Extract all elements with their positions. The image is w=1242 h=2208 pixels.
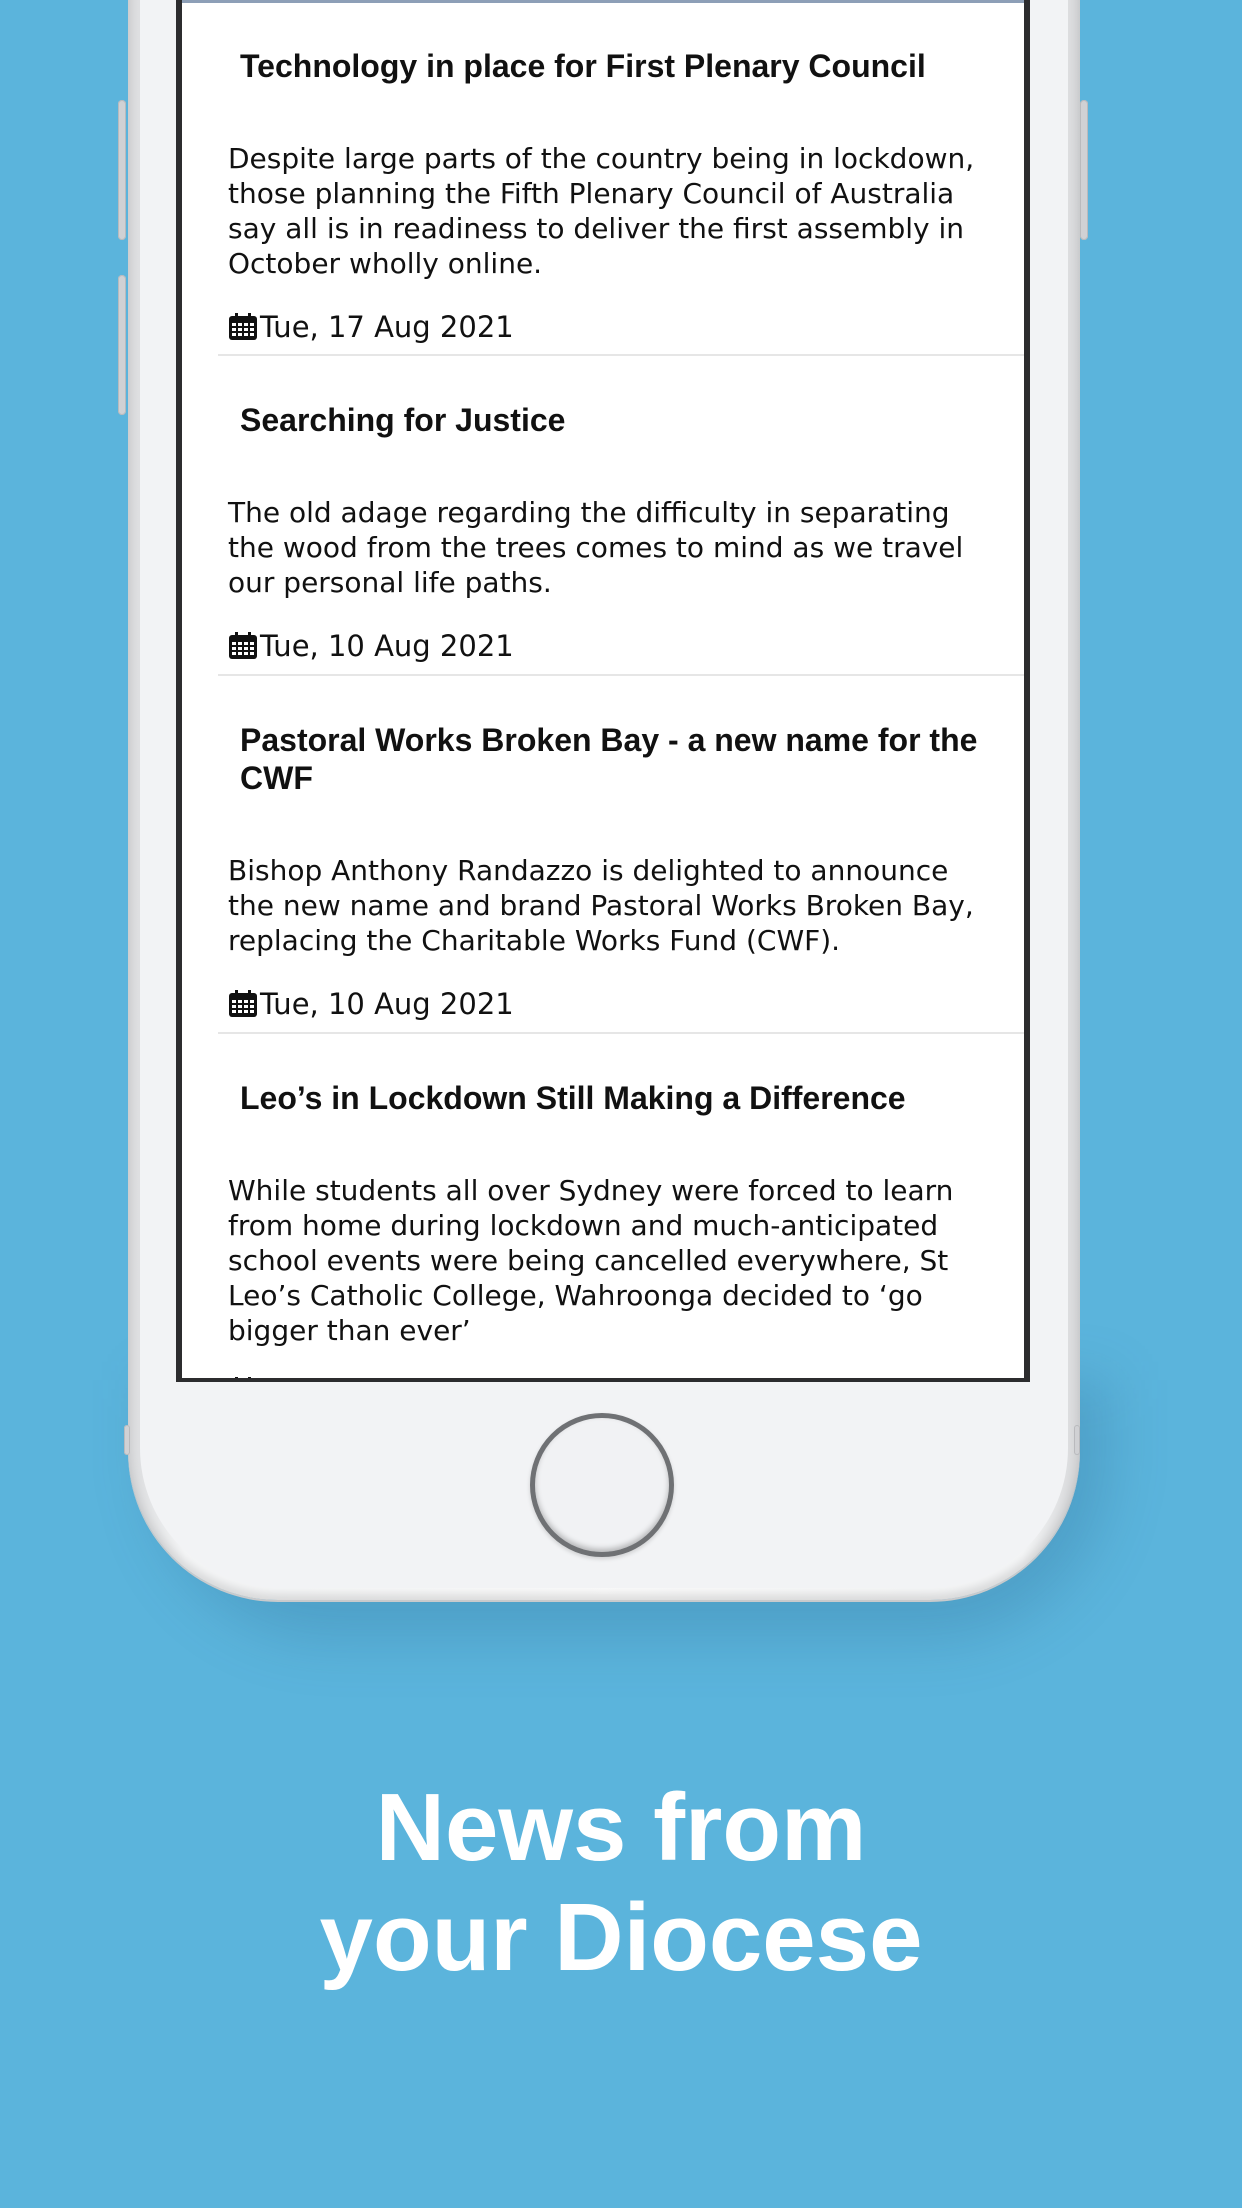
news-item-summary: Bishop Anthony Randazzo is delighted to announce the new name and brand Pastoral Works Broken Bay, replacing the Charitable Works Fund (CWF). [228, 854, 974, 957]
news-item[interactable] [218, 676, 1024, 1032]
news-item-title[interactable]: Searching for Justice [240, 402, 566, 438]
tagline-line-2: your Diocese [319, 1884, 923, 1991]
news-item-date-text: Tue, 10 Aug 2021 [260, 629, 514, 663]
news-item[interactable] [218, 1034, 1024, 1378]
calendar-icon [228, 990, 258, 1018]
calendar-icon [228, 313, 258, 341]
news-item-date [228, 310, 514, 344]
power-button [1080, 100, 1088, 240]
news-item[interactable] [218, 0, 1024, 354]
frame-edge-right [1074, 1425, 1080, 1455]
news-item-date [228, 987, 514, 1021]
news-item-summary: While students all over Sydney were forced to learn from home during lockdown and much-anticipated school events were being cancelled everywhere, St Leo’s Catholic College, Wahroonga decided to ‘go bigger than ever’ [228, 1174, 954, 1347]
news-item-summary: Despite large parts of the country being in lockdown, those planning the Fifth Plenary Council of Australia say all is in readiness to deliver the first assembly in October wholly online. [228, 142, 975, 280]
news-item-title[interactable]: Leo’s in Lockdown Still Making a Difference [240, 1080, 906, 1116]
app-screen [182, 0, 1024, 1378]
volume-down-button [118, 275, 126, 415]
news-item[interactable] [218, 356, 1024, 674]
news-item-date [228, 1374, 260, 1378]
news-item-title[interactable]: Technology in place for First Plenary Council [240, 48, 926, 84]
news-item-summary: The old adage regarding the difficulty in separating the wood from the trees comes to mind as we travel our personal life paths. [228, 496, 964, 599]
volume-up-button [118, 100, 126, 240]
tagline-line-1: News from [375, 1774, 867, 1881]
news-item-date-text: Tue, 10 Aug 2021 [260, 987, 514, 1021]
news-item-title[interactable]: Pastoral Works Broken Bay - a new name for the CWF [240, 722, 978, 796]
calendar-icon [228, 1377, 258, 1378]
news-item-date [228, 629, 514, 663]
calendar-icon [228, 632, 258, 660]
home-button[interactable] [530, 1413, 674, 1557]
frame-edge-left [124, 1425, 130, 1455]
news-item-date-text: Tue, 17 Aug 2021 [260, 310, 514, 344]
